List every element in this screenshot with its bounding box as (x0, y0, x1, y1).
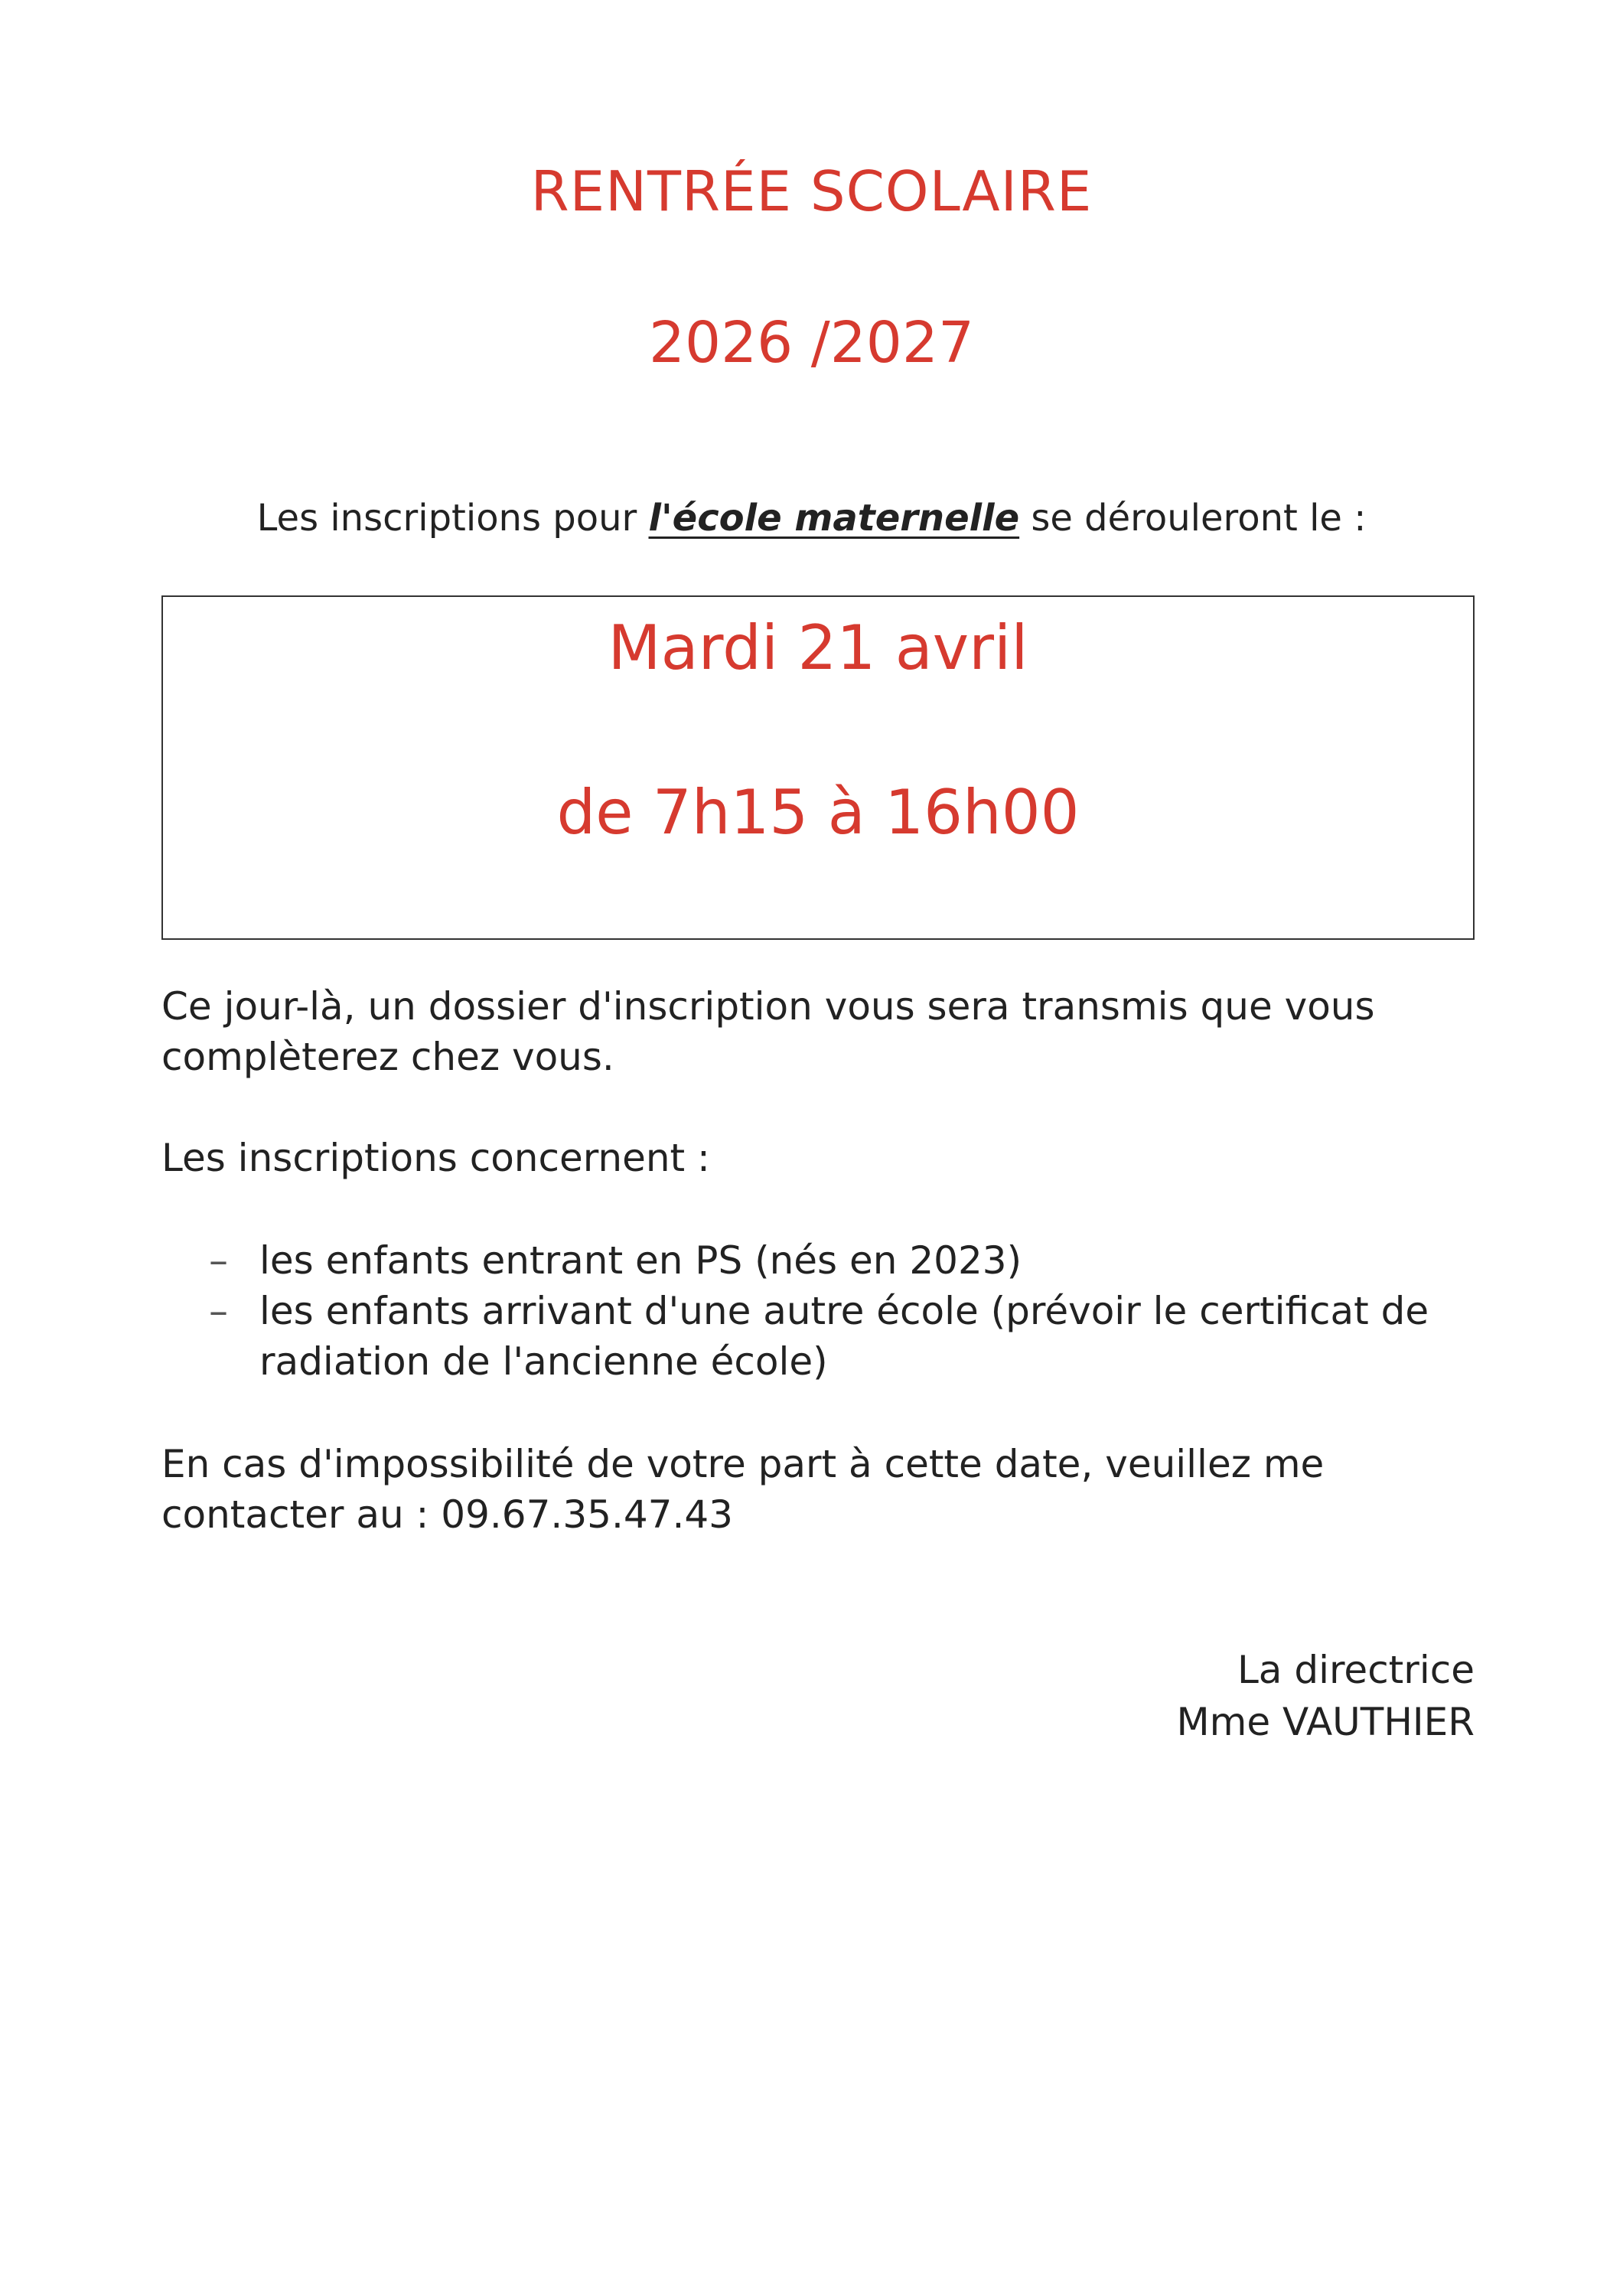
intro-emphasis: l'école maternelle (648, 497, 1020, 540)
intro-after: se dérouleront le : (1019, 497, 1367, 540)
paragraph-dossier: Ce jour-là, un dossier d'inscription vous sera transmis que vous complèterez chez vous. (161, 984, 1375, 1079)
intro-sentence (0, 494, 1623, 543)
dash-bullet-icon: – (209, 1289, 228, 1333)
date-box (161, 595, 1475, 940)
list-item (161, 1286, 1508, 1387)
signature-role: La directrice (1237, 1648, 1475, 1692)
signature-block (1176, 1644, 1475, 1748)
date-hours: de 7h15 à 16h00 (556, 777, 1080, 848)
signature-name: Mme VAUTHIER (1176, 1700, 1475, 1744)
paragraph-contact: En cas d'impossibilité de votre part à cette date, veuillez me contacter au : 09.67.35.47.43 (161, 1442, 1325, 1537)
list-item-text: les enfants arrivant d'une autre école (prévoir le certificat de radiation de l'ancienne école) (259, 1289, 1429, 1384)
eligibility-list (161, 1235, 1508, 1387)
list-item-text: les enfants entrant en PS (nés en 2023) (259, 1238, 1022, 1283)
dash-bullet-icon: – (209, 1238, 228, 1283)
intro-before: Les inscriptions pour (256, 497, 649, 540)
paragraph-concernent: Les inscriptions concernent : (161, 1136, 710, 1180)
date-day: Mardi 21 avril (608, 612, 1028, 683)
school-year: 2026 /2027 (648, 310, 975, 376)
list-item (161, 1235, 1508, 1286)
page-title: RENTRÉE SCOLAIRE (530, 159, 1093, 223)
